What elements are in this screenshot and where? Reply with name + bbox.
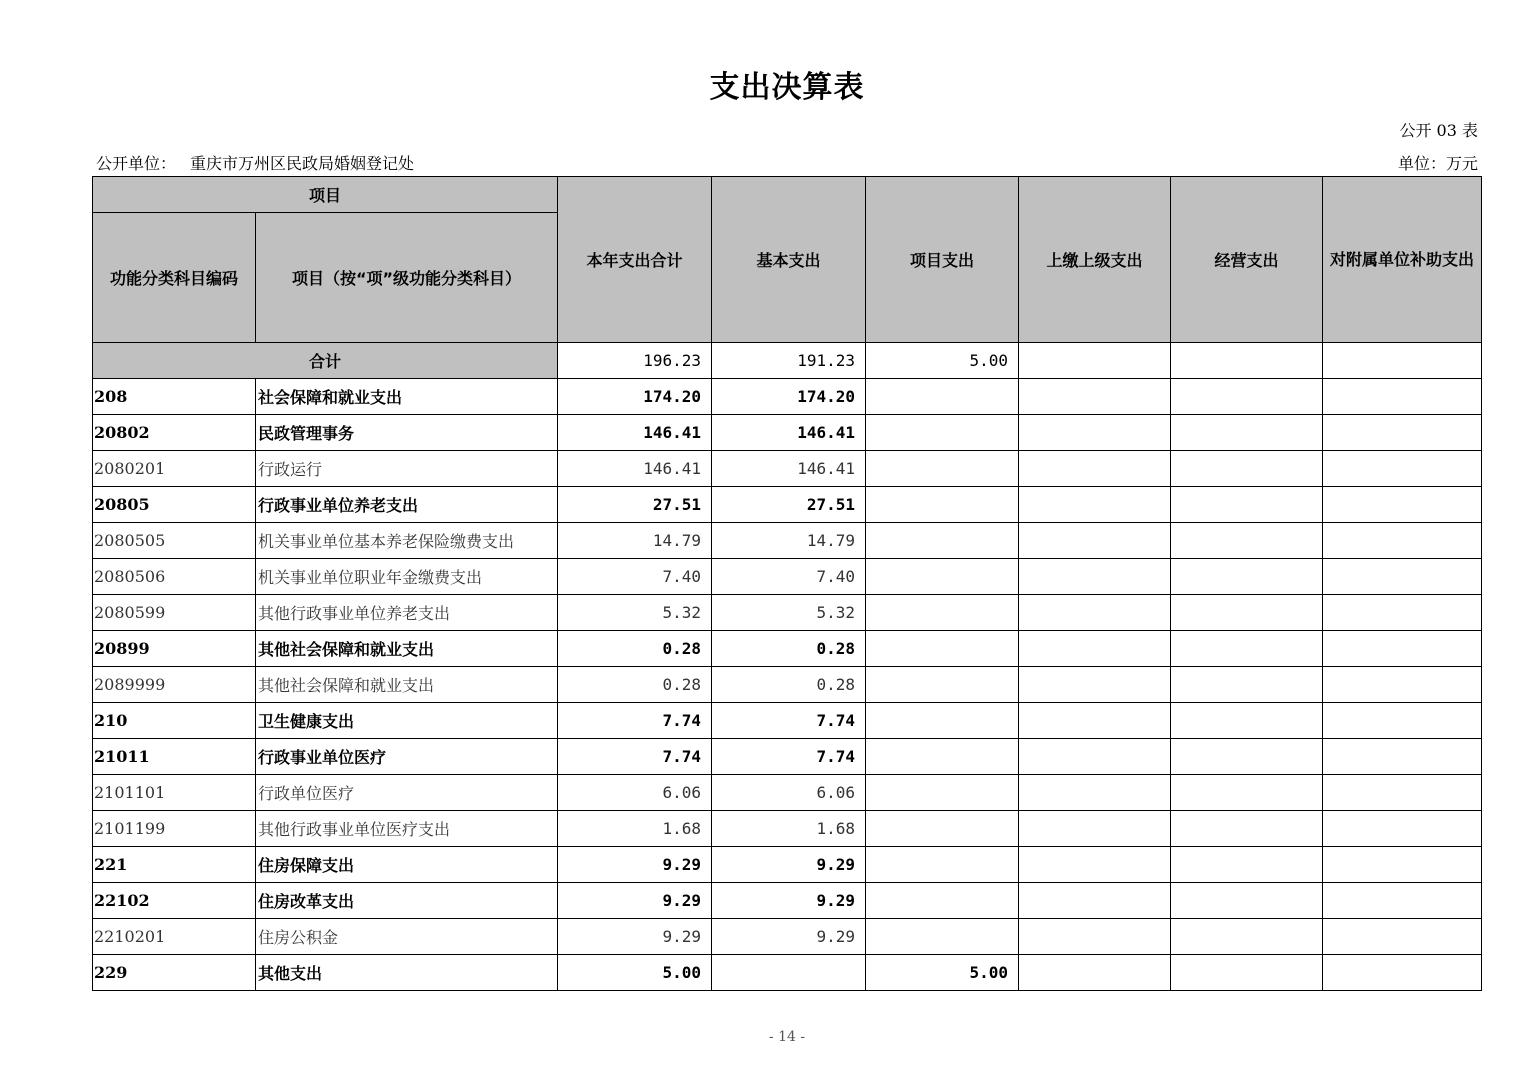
row-total: 9.29 bbox=[558, 919, 712, 955]
row-subsidy bbox=[1323, 919, 1482, 955]
total-label: 合计 bbox=[93, 343, 558, 379]
row-subsidy bbox=[1323, 955, 1482, 991]
row-upper bbox=[1019, 919, 1171, 955]
row-code: 208 bbox=[93, 379, 256, 415]
row-upper bbox=[1019, 415, 1171, 451]
row-project bbox=[866, 775, 1019, 811]
row-upper bbox=[1019, 379, 1171, 415]
row-total: 146.41 bbox=[558, 451, 712, 487]
row-code: 22102 bbox=[93, 883, 256, 919]
row-business bbox=[1171, 415, 1323, 451]
row-name: 住房公积金 bbox=[256, 919, 558, 955]
header-item: 项目 bbox=[93, 177, 558, 213]
row-basic: 146.41 bbox=[712, 451, 866, 487]
row-project bbox=[866, 919, 1019, 955]
total-upper bbox=[1019, 343, 1171, 379]
table-row bbox=[93, 559, 1482, 595]
page-title: 支出决算表 bbox=[709, 70, 865, 105]
reporting-unit bbox=[96, 151, 414, 174]
row-name: 机关事业单位基本养老保险缴费支出 bbox=[256, 523, 558, 559]
total-row bbox=[93, 343, 1482, 379]
header-code: 功能分类科目编码 bbox=[93, 213, 256, 343]
unit-name: 重庆市万州区民政局婚姻登记处 bbox=[190, 154, 415, 173]
money-unit: 单位：万元 bbox=[1397, 154, 1478, 173]
row-business bbox=[1171, 379, 1323, 415]
row-project bbox=[866, 379, 1019, 415]
row-upper bbox=[1019, 451, 1171, 487]
row-subsidy bbox=[1323, 811, 1482, 847]
row-basic: 1.68 bbox=[712, 811, 866, 847]
row-project bbox=[866, 523, 1019, 559]
row-name: 其他支出 bbox=[256, 955, 558, 991]
row-basic: 5.32 bbox=[712, 595, 866, 631]
row-basic: 9.29 bbox=[712, 919, 866, 955]
row-business bbox=[1171, 451, 1323, 487]
header-business: 经营支出 bbox=[1171, 177, 1323, 343]
row-upper bbox=[1019, 631, 1171, 667]
row-subsidy bbox=[1323, 703, 1482, 739]
row-name: 其他社会保障和就业支出 bbox=[256, 667, 558, 703]
row-total: 5.32 bbox=[558, 595, 712, 631]
row-upper bbox=[1019, 775, 1171, 811]
row-business bbox=[1171, 883, 1323, 919]
row-subsidy bbox=[1323, 847, 1482, 883]
row-project bbox=[866, 631, 1019, 667]
row-upper bbox=[1019, 487, 1171, 523]
row-code: 2080506 bbox=[93, 559, 256, 595]
row-subsidy bbox=[1323, 883, 1482, 919]
row-subsidy bbox=[1323, 595, 1482, 631]
total-business bbox=[1171, 343, 1323, 379]
table-row bbox=[93, 703, 1482, 739]
row-basic: 27.51 bbox=[712, 487, 866, 523]
table-row bbox=[93, 595, 1482, 631]
table-body bbox=[93, 343, 1482, 991]
row-basic bbox=[712, 955, 866, 991]
row-total: 6.06 bbox=[558, 775, 712, 811]
row-total: 7.74 bbox=[558, 739, 712, 775]
row-total: 5.00 bbox=[558, 955, 712, 991]
row-basic: 14.79 bbox=[712, 523, 866, 559]
row-upper bbox=[1019, 667, 1171, 703]
row-basic: 6.06 bbox=[712, 775, 866, 811]
row-business bbox=[1171, 775, 1323, 811]
row-name: 其他社会保障和就业支出 bbox=[256, 631, 558, 667]
row-business bbox=[1171, 847, 1323, 883]
row-basic: 7.40 bbox=[712, 559, 866, 595]
row-subsidy bbox=[1323, 631, 1482, 667]
row-name: 社会保障和就业支出 bbox=[256, 379, 558, 415]
row-name: 行政事业单位医疗 bbox=[256, 739, 558, 775]
row-subsidy bbox=[1323, 775, 1482, 811]
row-code: 20899 bbox=[93, 631, 256, 667]
table-row bbox=[93, 667, 1482, 703]
unit-label: 公开单位： bbox=[96, 154, 177, 173]
row-project bbox=[866, 703, 1019, 739]
row-name: 住房改革支出 bbox=[256, 883, 558, 919]
row-business bbox=[1171, 955, 1323, 991]
row-subsidy bbox=[1323, 379, 1482, 415]
row-total: 9.29 bbox=[558, 883, 712, 919]
page-number: - 14 - bbox=[768, 1029, 806, 1045]
row-code: 2210201 bbox=[93, 919, 256, 955]
row-total: 0.28 bbox=[558, 631, 712, 667]
table-row bbox=[93, 739, 1482, 775]
row-name: 住房保障支出 bbox=[256, 847, 558, 883]
row-project bbox=[866, 559, 1019, 595]
table-row bbox=[93, 811, 1482, 847]
row-code: 2080599 bbox=[93, 595, 256, 631]
row-name: 行政事业单位养老支出 bbox=[256, 487, 558, 523]
row-code: 2101199 bbox=[93, 811, 256, 847]
row-upper bbox=[1019, 883, 1171, 919]
table-row bbox=[93, 451, 1482, 487]
header-name: 项目（按“项”级功能分类科目） bbox=[256, 213, 558, 343]
row-basic: 0.28 bbox=[712, 667, 866, 703]
row-subsidy bbox=[1323, 739, 1482, 775]
row-upper bbox=[1019, 955, 1171, 991]
row-business bbox=[1171, 523, 1323, 559]
row-basic: 0.28 bbox=[712, 631, 866, 667]
row-code: 2080505 bbox=[93, 523, 256, 559]
row-business bbox=[1171, 595, 1323, 631]
row-code: 20805 bbox=[93, 487, 256, 523]
table-row bbox=[93, 847, 1482, 883]
row-upper bbox=[1019, 595, 1171, 631]
row-business bbox=[1171, 667, 1323, 703]
row-code: 21011 bbox=[93, 739, 256, 775]
row-subsidy bbox=[1323, 415, 1482, 451]
header-basic: 基本支出 bbox=[712, 177, 866, 343]
row-total: 1.68 bbox=[558, 811, 712, 847]
row-basic: 9.29 bbox=[712, 847, 866, 883]
row-code: 2089999 bbox=[93, 667, 256, 703]
table-row bbox=[93, 631, 1482, 667]
table-row bbox=[93, 883, 1482, 919]
total-project: 5.00 bbox=[866, 343, 1019, 379]
row-basic: 9.29 bbox=[712, 883, 866, 919]
row-project bbox=[866, 487, 1019, 523]
row-name: 其他行政事业单位养老支出 bbox=[256, 595, 558, 631]
row-code: 229 bbox=[93, 955, 256, 991]
row-total: 7.40 bbox=[558, 559, 712, 595]
row-code: 221 bbox=[93, 847, 256, 883]
table-row bbox=[93, 955, 1482, 991]
row-upper bbox=[1019, 739, 1171, 775]
row-basic: 174.20 bbox=[712, 379, 866, 415]
row-business bbox=[1171, 811, 1323, 847]
total-basic: 191.23 bbox=[712, 343, 866, 379]
row-name: 卫生健康支出 bbox=[256, 703, 558, 739]
row-upper bbox=[1019, 523, 1171, 559]
total-subsidy bbox=[1323, 343, 1482, 379]
row-project bbox=[866, 415, 1019, 451]
row-total: 7.74 bbox=[558, 703, 712, 739]
row-subsidy bbox=[1323, 667, 1482, 703]
header-subsidy: 对附属单位补助支出 bbox=[1323, 177, 1482, 343]
table-row bbox=[93, 487, 1482, 523]
row-subsidy bbox=[1323, 523, 1482, 559]
row-upper bbox=[1019, 847, 1171, 883]
row-business bbox=[1171, 631, 1323, 667]
row-upper bbox=[1019, 559, 1171, 595]
row-project bbox=[866, 847, 1019, 883]
table-row bbox=[93, 415, 1482, 451]
row-business bbox=[1171, 559, 1323, 595]
row-project: 5.00 bbox=[866, 955, 1019, 991]
row-code: 2080201 bbox=[93, 451, 256, 487]
header-project: 项目支出 bbox=[866, 177, 1019, 343]
row-basic: 7.74 bbox=[712, 739, 866, 775]
table-row bbox=[93, 523, 1482, 559]
row-subsidy bbox=[1323, 487, 1482, 523]
form-number: 公开 03 表 bbox=[1399, 121, 1478, 140]
row-total: 0.28 bbox=[558, 667, 712, 703]
row-code: 210 bbox=[93, 703, 256, 739]
table-row bbox=[93, 775, 1482, 811]
header-upper: 上缴上级支出 bbox=[1019, 177, 1171, 343]
row-project bbox=[866, 667, 1019, 703]
row-upper bbox=[1019, 811, 1171, 847]
total-total: 196.23 bbox=[558, 343, 712, 379]
row-project bbox=[866, 811, 1019, 847]
row-code: 20802 bbox=[93, 415, 256, 451]
row-name: 民政管理事务 bbox=[256, 415, 558, 451]
row-total: 146.41 bbox=[558, 415, 712, 451]
row-subsidy bbox=[1323, 451, 1482, 487]
row-basic: 146.41 bbox=[712, 415, 866, 451]
row-project bbox=[866, 739, 1019, 775]
row-upper bbox=[1019, 703, 1171, 739]
table-row bbox=[93, 919, 1482, 955]
row-project bbox=[866, 883, 1019, 919]
row-total: 9.29 bbox=[558, 847, 712, 883]
row-business bbox=[1171, 487, 1323, 523]
table-row bbox=[93, 379, 1482, 415]
row-code: 2101101 bbox=[93, 775, 256, 811]
header-total: 本年支出合计 bbox=[558, 177, 712, 343]
row-business bbox=[1171, 919, 1323, 955]
row-name: 行政运行 bbox=[256, 451, 558, 487]
row-name: 机关事业单位职业年金缴费支出 bbox=[256, 559, 558, 595]
row-business bbox=[1171, 703, 1323, 739]
row-name: 其他行政事业单位医疗支出 bbox=[256, 811, 558, 847]
row-project bbox=[866, 451, 1019, 487]
row-basic: 7.74 bbox=[712, 703, 866, 739]
row-subsidy bbox=[1323, 559, 1482, 595]
row-total: 14.79 bbox=[558, 523, 712, 559]
row-total: 27.51 bbox=[558, 487, 712, 523]
row-project bbox=[866, 595, 1019, 631]
expenditure-table bbox=[92, 176, 1482, 991]
row-business bbox=[1171, 739, 1323, 775]
row-name: 行政单位医疗 bbox=[256, 775, 558, 811]
row-total: 174.20 bbox=[558, 379, 712, 415]
